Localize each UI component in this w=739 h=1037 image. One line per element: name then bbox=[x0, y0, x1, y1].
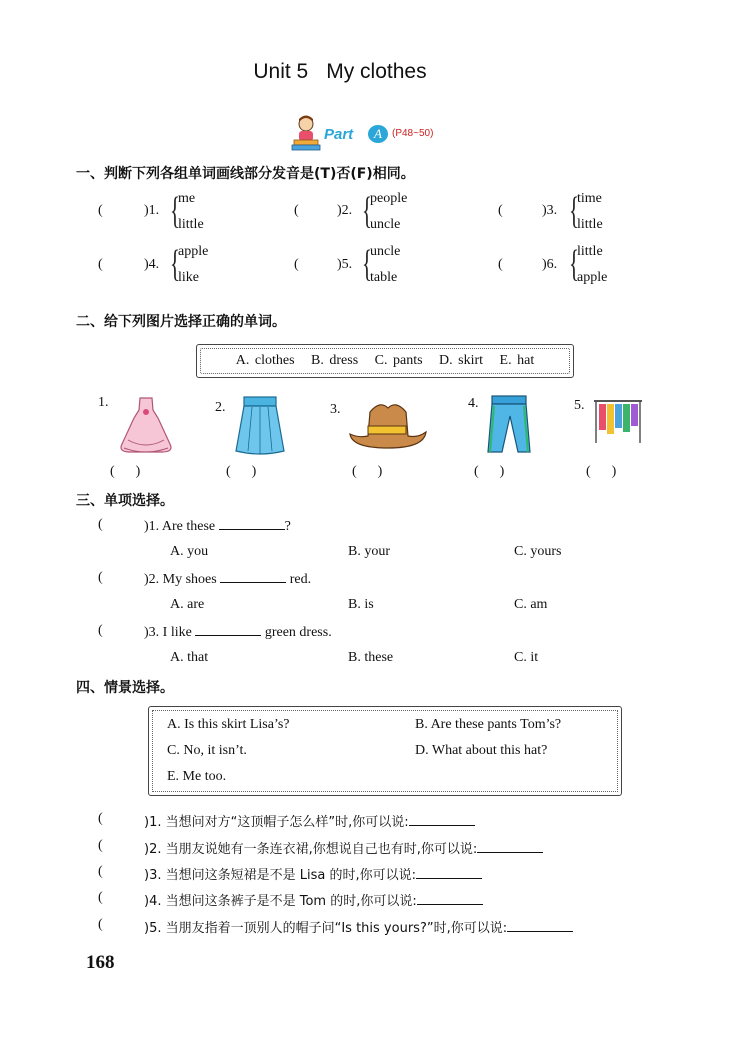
option-a: A. you bbox=[170, 544, 209, 559]
answer-paren: ( bbox=[294, 203, 299, 218]
answer-paren: ( bbox=[98, 257, 103, 272]
dress-icon bbox=[112, 392, 180, 458]
answer-paren: ( bbox=[98, 864, 103, 879]
answer-paren: ( bbox=[98, 623, 103, 638]
dialog-option-c: C. No, it isn’t. bbox=[167, 743, 247, 758]
option-c: C. yours bbox=[514, 544, 562, 559]
word-bottom: table bbox=[370, 270, 398, 285]
picture-answer-5: ( ) bbox=[586, 464, 617, 479]
answer-paren: ( bbox=[98, 517, 103, 532]
item-number: )6. bbox=[542, 257, 558, 272]
answer-paren: ( bbox=[98, 203, 103, 218]
option-b: B. these bbox=[348, 650, 394, 665]
word-bank-box bbox=[196, 344, 574, 378]
answer-paren: ( bbox=[98, 811, 103, 826]
brace: { bbox=[569, 243, 580, 285]
word-bottom: like bbox=[178, 270, 199, 285]
question-stem: )1. Are these ? bbox=[144, 519, 291, 534]
option-b: B. your bbox=[348, 544, 390, 559]
answer-paren: ( bbox=[98, 570, 103, 585]
situation-text: )4. 当想问这条裤子是不是 Tom 的时,你可以说: bbox=[144, 890, 483, 909]
answer-paren: ( bbox=[294, 257, 299, 272]
answer-paren: ( bbox=[98, 838, 103, 853]
picture-label-5: 5. bbox=[574, 398, 585, 413]
word-bottom: little bbox=[577, 217, 603, 232]
item-number: )1. bbox=[144, 203, 160, 218]
item-number: )3. bbox=[542, 203, 558, 218]
option-c: C. am bbox=[514, 597, 548, 612]
brace: { bbox=[170, 190, 181, 232]
word-bottom: little bbox=[178, 217, 204, 232]
answer-paren: ( bbox=[498, 257, 503, 272]
word-top: uncle bbox=[370, 244, 401, 259]
picture-label-1: 1. bbox=[98, 395, 109, 410]
picture-label-3: 3. bbox=[330, 402, 341, 417]
page-number: 168 bbox=[86, 952, 115, 973]
picture-label-2: 2. bbox=[215, 400, 226, 415]
word-top: little bbox=[577, 244, 603, 259]
word-top: apple bbox=[178, 244, 209, 259]
part-badge bbox=[288, 113, 488, 153]
pants-icon bbox=[480, 392, 538, 458]
picture-answer-2: ( ) bbox=[226, 464, 257, 479]
section-1-heading: 一、判断下列各组单词画线部分发音是(T)否(F)相同。 bbox=[76, 166, 415, 182]
situation-text: )3. 当想问这条短裙是不是 Lisa 的时,你可以说: bbox=[144, 864, 482, 883]
part-label: Part bbox=[324, 126, 354, 143]
dialog-options-box bbox=[148, 706, 622, 796]
word-top: people bbox=[370, 191, 408, 206]
situation-text: )1. 当想问对方“这顶帽子怎么样”时,你可以说: bbox=[144, 811, 475, 830]
item-number: )2. bbox=[337, 203, 353, 218]
picture-answer-3: ( ) bbox=[352, 464, 383, 479]
section-3-heading: 三、单项选择。 bbox=[76, 493, 174, 509]
option-c: C. it bbox=[514, 650, 539, 665]
answer-paren: ( bbox=[98, 890, 103, 905]
skirt-icon bbox=[232, 393, 288, 459]
word-bottom: apple bbox=[577, 270, 608, 285]
situation-text: )5. 当朋友指着一顶别人的帽子问“Is this yours?”时,你可以说: bbox=[144, 917, 573, 936]
dialog-option-a: A. Is this skirt Lisa’s? bbox=[167, 717, 290, 732]
dialog-option-e: E. Me too. bbox=[167, 769, 227, 784]
situation-text: )2. 当朋友说她有一条连衣裙,你想说自己也有时,你可以说: bbox=[144, 838, 543, 857]
picture-answer-4: ( ) bbox=[474, 464, 505, 479]
item-number: )4. bbox=[144, 257, 160, 272]
question-stem: )3. I like green dress. bbox=[144, 625, 332, 640]
unit-number: Unit 5 bbox=[253, 60, 309, 83]
word-top: time bbox=[577, 191, 602, 206]
brace: { bbox=[170, 243, 181, 285]
answer-paren: ( bbox=[98, 917, 103, 932]
part-pages: (P48~50) bbox=[392, 128, 434, 139]
section-4-heading: 四、情景选择。 bbox=[76, 680, 174, 696]
girl-reading-icon bbox=[288, 113, 324, 153]
picture-label-4: 4. bbox=[468, 396, 479, 411]
page-title bbox=[0, 60, 680, 84]
dialog-option-b: B. Are these pants Tom’s? bbox=[415, 717, 562, 732]
part-letter: A bbox=[368, 125, 388, 143]
section-2-heading: 二、给下列图片选择正确的单词。 bbox=[76, 314, 286, 330]
option-b: B. is bbox=[348, 597, 374, 612]
item-number: )5. bbox=[337, 257, 353, 272]
dialog-option-d: D. What about this hat? bbox=[415, 743, 548, 758]
unit-name: My clothes bbox=[326, 60, 427, 83]
brace: { bbox=[362, 243, 373, 285]
question-stem: )2. My shoes red. bbox=[144, 572, 312, 587]
hat-icon bbox=[346, 398, 430, 454]
answer-paren: ( bbox=[498, 203, 503, 218]
word-bottom: uncle bbox=[370, 217, 401, 232]
option-a: A. that bbox=[170, 650, 209, 665]
clothes-rack-icon bbox=[590, 395, 646, 445]
option-a: A. are bbox=[170, 597, 205, 612]
picture-answer-1: ( ) bbox=[110, 464, 141, 479]
word-bank-text: A. clothes B. dress C. pants D. skirt E. hat bbox=[235, 353, 535, 368]
word-top: me bbox=[178, 191, 196, 206]
brace: { bbox=[362, 190, 373, 232]
brace: { bbox=[569, 190, 580, 232]
